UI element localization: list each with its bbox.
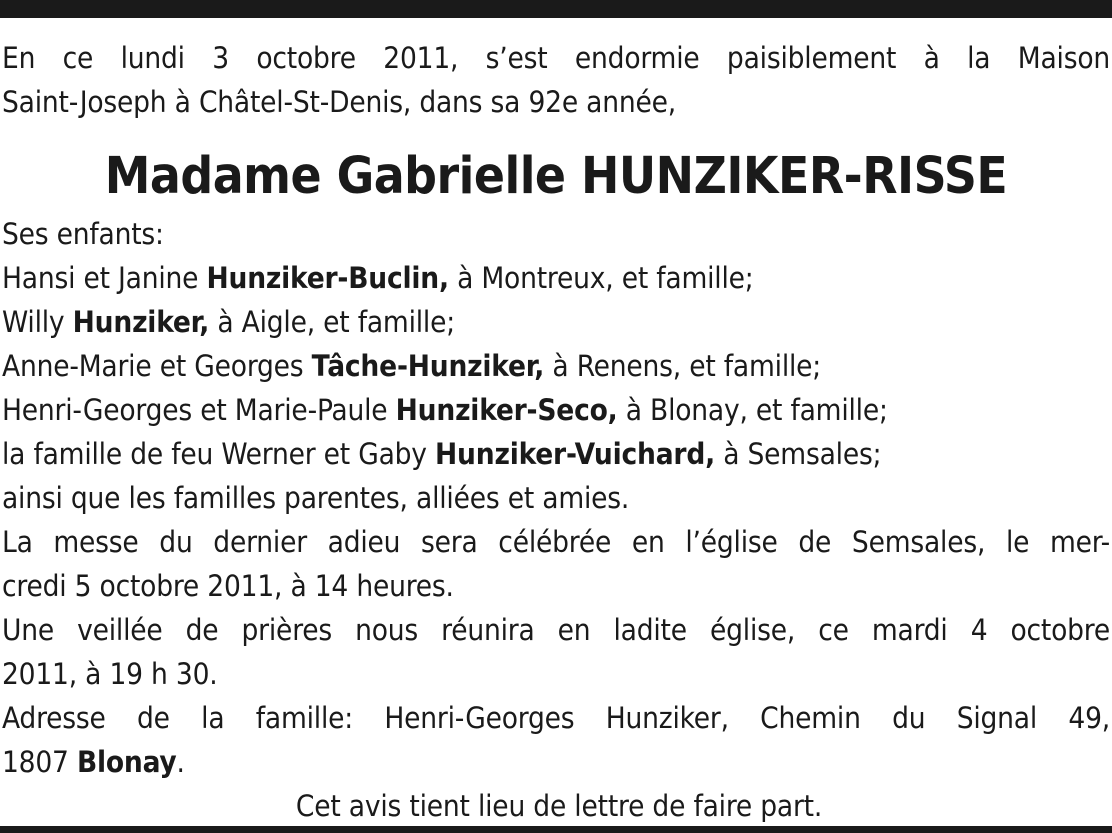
family-prefix: la famille de feu Werner et Gaby <box>2 437 436 471</box>
family-prefix: Anne-Marie et Georges <box>2 349 312 383</box>
family-suffix: à Montreux, et famille; <box>448 261 754 295</box>
family-surname: Hunziker-Buclin, <box>206 261 449 295</box>
address-line-1: Adresse de la famille: Henri-Georges Hunziker, Chemin du Signal 49, <box>2 701 1110 735</box>
family-surname: Hunziker-Seco, <box>395 393 618 427</box>
intro-line-1: En ce lundi 3 octobre 2011, s’est endormie paisiblement à la Maison <box>2 41 1110 75</box>
deceased-name: Madame Gabrielle HUNZIKER-RISSE <box>104 147 1008 206</box>
mass-line-2: credi 5 octobre 2011, à 14 heures. <box>2 569 454 603</box>
family-prefix: Willy <box>2 305 73 339</box>
family-line <box>2 256 1110 300</box>
family-line <box>2 432 1110 476</box>
family-surname: Tâche-Hunziker, <box>311 349 545 383</box>
family-suffix: à Aigle, et famille; <box>209 305 455 339</box>
mass-line-1: La messe du dernier adieu sera célébrée en l’église de Semsales, le mer- <box>2 525 1110 559</box>
family-surname: Hunziker-Vuichard, <box>435 437 715 471</box>
address-postcode: 1807 <box>2 745 77 779</box>
family-prefix: Hansi et Janine <box>2 261 207 295</box>
family-line <box>2 388 1110 432</box>
top-rule <box>0 0 1112 18</box>
vigil-line-2: 2011, à 19 h 30. <box>2 657 218 691</box>
obituary-notice <box>2 36 1110 828</box>
children-heading: Ses enfants: <box>2 217 164 251</box>
family-suffix: à Semsales; <box>715 437 882 471</box>
address-city: Blonay <box>76 745 177 779</box>
intro-line-2: Saint-Joseph à Châtel-St-Denis, dans sa 92e année, <box>2 85 676 119</box>
closing-note: Cet avis tient lieu de lettre de faire part. <box>295 789 823 823</box>
relatives-line: ainsi que les familles parentes, alliées et amies. <box>2 481 630 515</box>
family-prefix: Henri-Georges et Marie-Paule <box>2 393 396 427</box>
family-surname: Hunziker, <box>72 305 210 339</box>
bottom-rule <box>0 826 1112 833</box>
address-line-2 <box>2 740 1110 784</box>
family-line <box>2 300 1110 344</box>
family-line <box>2 344 1110 388</box>
family-suffix: à Blonay, et famille; <box>617 393 888 427</box>
vigil-line-1: Une veillée de prières nous réunira en ladite église, ce mardi 4 octobre <box>2 613 1110 647</box>
address-punctuation: . <box>176 745 185 779</box>
family-suffix: à Renens, et famille; <box>544 349 822 383</box>
